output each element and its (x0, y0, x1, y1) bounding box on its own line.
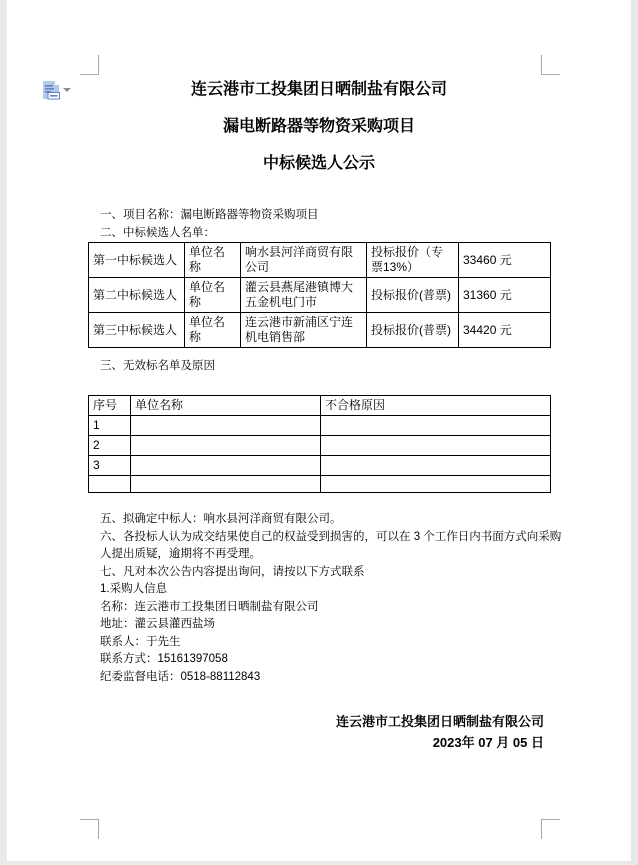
title-company: 连云港市工投集团日晒制盐有限公司 (190, 81, 447, 98)
header-unit-name: 单位名称 (131, 396, 321, 416)
signature-company: 连云港市工投集团日晒制盐有限公司 (335, 714, 544, 729)
cell-reason (321, 456, 551, 476)
cell-reason (321, 416, 551, 436)
table-header-row (89, 396, 551, 416)
contact-phone: 联系方式：15161397058 (100, 653, 228, 665)
cell-company: 响水县河洋商贸有限公司 (241, 243, 367, 278)
header-seq: 序号 (89, 396, 131, 416)
table-row (89, 456, 551, 476)
cell-rank: 第一中标候选人 (89, 243, 185, 278)
cell-company: 连云港市新浦区宁连机电销售部 (241, 313, 367, 348)
supervision-phone: 纪委监督电话：0518-88112843 (100, 670, 261, 683)
title-notice: 中标候选人公示 (262, 155, 375, 172)
table-row (89, 313, 551, 348)
invalid-bids-table (88, 395, 551, 493)
purchaser-address: 地址：灌云县灌西盐场 (100, 618, 215, 630)
cell-price: 31360 元 (459, 278, 551, 313)
contact-person: 联系人：于先生 (100, 635, 181, 648)
margin-mark-top-left-icon (80, 55, 99, 75)
section-7-inquiry: 七、凡对本次公告内容提出询问，请按以下方式联系 (100, 565, 365, 578)
margin-mark-bottom-left-icon (80, 819, 99, 839)
cell-price-label: 投标报价(普票) (367, 278, 459, 313)
section-6-objection: 六、各投标人认为成交结果使自己的权益受到损害的，可以在 3 个工作日内书面方式向采购人提出质疑，逾期将不再受理。 (100, 530, 562, 560)
cell-company: 灌云县燕尾港镇博大五金机电门市 (241, 278, 367, 313)
cell-seq: 1 (89, 416, 131, 436)
cell-reason (321, 476, 551, 493)
cell-price-label: 投标报价(普票) (367, 313, 459, 348)
section-3-invalid-bids: 三、无效标名单及原因 (100, 360, 215, 372)
signature-date: 2023年 07 月 05 日 (432, 735, 544, 750)
margin-mark-top-right-icon (541, 55, 560, 75)
cell-seq: 3 (89, 456, 131, 476)
section-5-awardee: 五、拟确定中标人：响水县河洋商贸有限公司。 (100, 513, 342, 525)
cell-price-label: 投标报价（专票13%） (367, 243, 459, 278)
title-project: 漏电断路器等物资采购项目 (222, 118, 415, 135)
cell-unit-name (131, 476, 321, 493)
cell-seq: 2 (89, 436, 131, 456)
table-row (89, 278, 551, 313)
candidates-table (88, 242, 551, 348)
cell-unit-label: 单位名称 (185, 243, 241, 278)
purchaser-name: 名称：连云港市工投集团日晒制盐有限公司 (100, 600, 319, 613)
header-reason: 不合格原因 (321, 396, 551, 416)
table-row (89, 436, 551, 456)
cell-price: 33460 元 (459, 243, 551, 278)
cell-seq (89, 476, 131, 493)
signature-block (336, 711, 544, 753)
table-row (89, 243, 551, 278)
cell-unit-label: 单位名称 (185, 313, 241, 348)
purchaser-info-heading: 1.采购人信息 (100, 583, 168, 595)
cell-unit-label: 单位名称 (185, 278, 241, 313)
section-2-candidate-list: 二、中标候选人名单： (100, 227, 215, 239)
table-row (89, 416, 551, 436)
cell-unit-name (131, 456, 321, 476)
cell-reason (321, 436, 551, 456)
cell-rank: 第三中标候选人 (89, 313, 185, 348)
section-1-project-name: 一、项目名称：漏电断路器等物资采购项目 (100, 209, 319, 221)
cell-unit-name (131, 436, 321, 456)
table-row (89, 476, 551, 493)
cell-rank: 第二中标候选人 (89, 278, 185, 313)
cell-price: 34420 元 (459, 313, 551, 348)
body-paragraphs (100, 511, 562, 686)
margin-mark-bottom-right-icon (541, 819, 560, 839)
cell-unit-name (131, 416, 321, 436)
